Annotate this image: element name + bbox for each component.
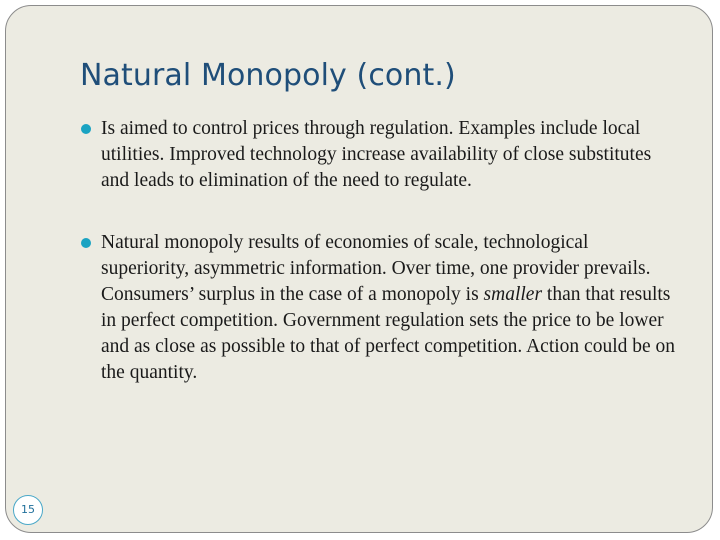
round-bullet-icon [81, 124, 91, 134]
bullet-text: Is aimed to control prices through regulation. Examples include local utilities. Improved technology increase availability of close substitutes and leads to elimination of the need to regulate. [101, 118, 652, 191]
bullet-text-after: than that results in perfect competition. Government regulation sets the price to be lower and as close as possible to that of perfect competition. Action could be on the quantity. [101, 284, 676, 383]
bullet-text [101, 232, 675, 383]
bullet-item [78, 116, 678, 194]
bullet-text-before: Natural monopoly results of economies of scale, technological superiority, asymmetric information. Over time, one provider prevails. Consumers’ surplus in the case of a monopoly is [101, 232, 651, 305]
bullet-emphasis: smaller [483, 284, 543, 305]
slide-number-badge: 15 [13, 495, 43, 525]
slide-title: Natural Monopoly (cont.) [80, 58, 456, 93]
bullet-list [78, 116, 678, 386]
round-bullet-icon [81, 238, 91, 248]
bullet-item [78, 230, 678, 386]
